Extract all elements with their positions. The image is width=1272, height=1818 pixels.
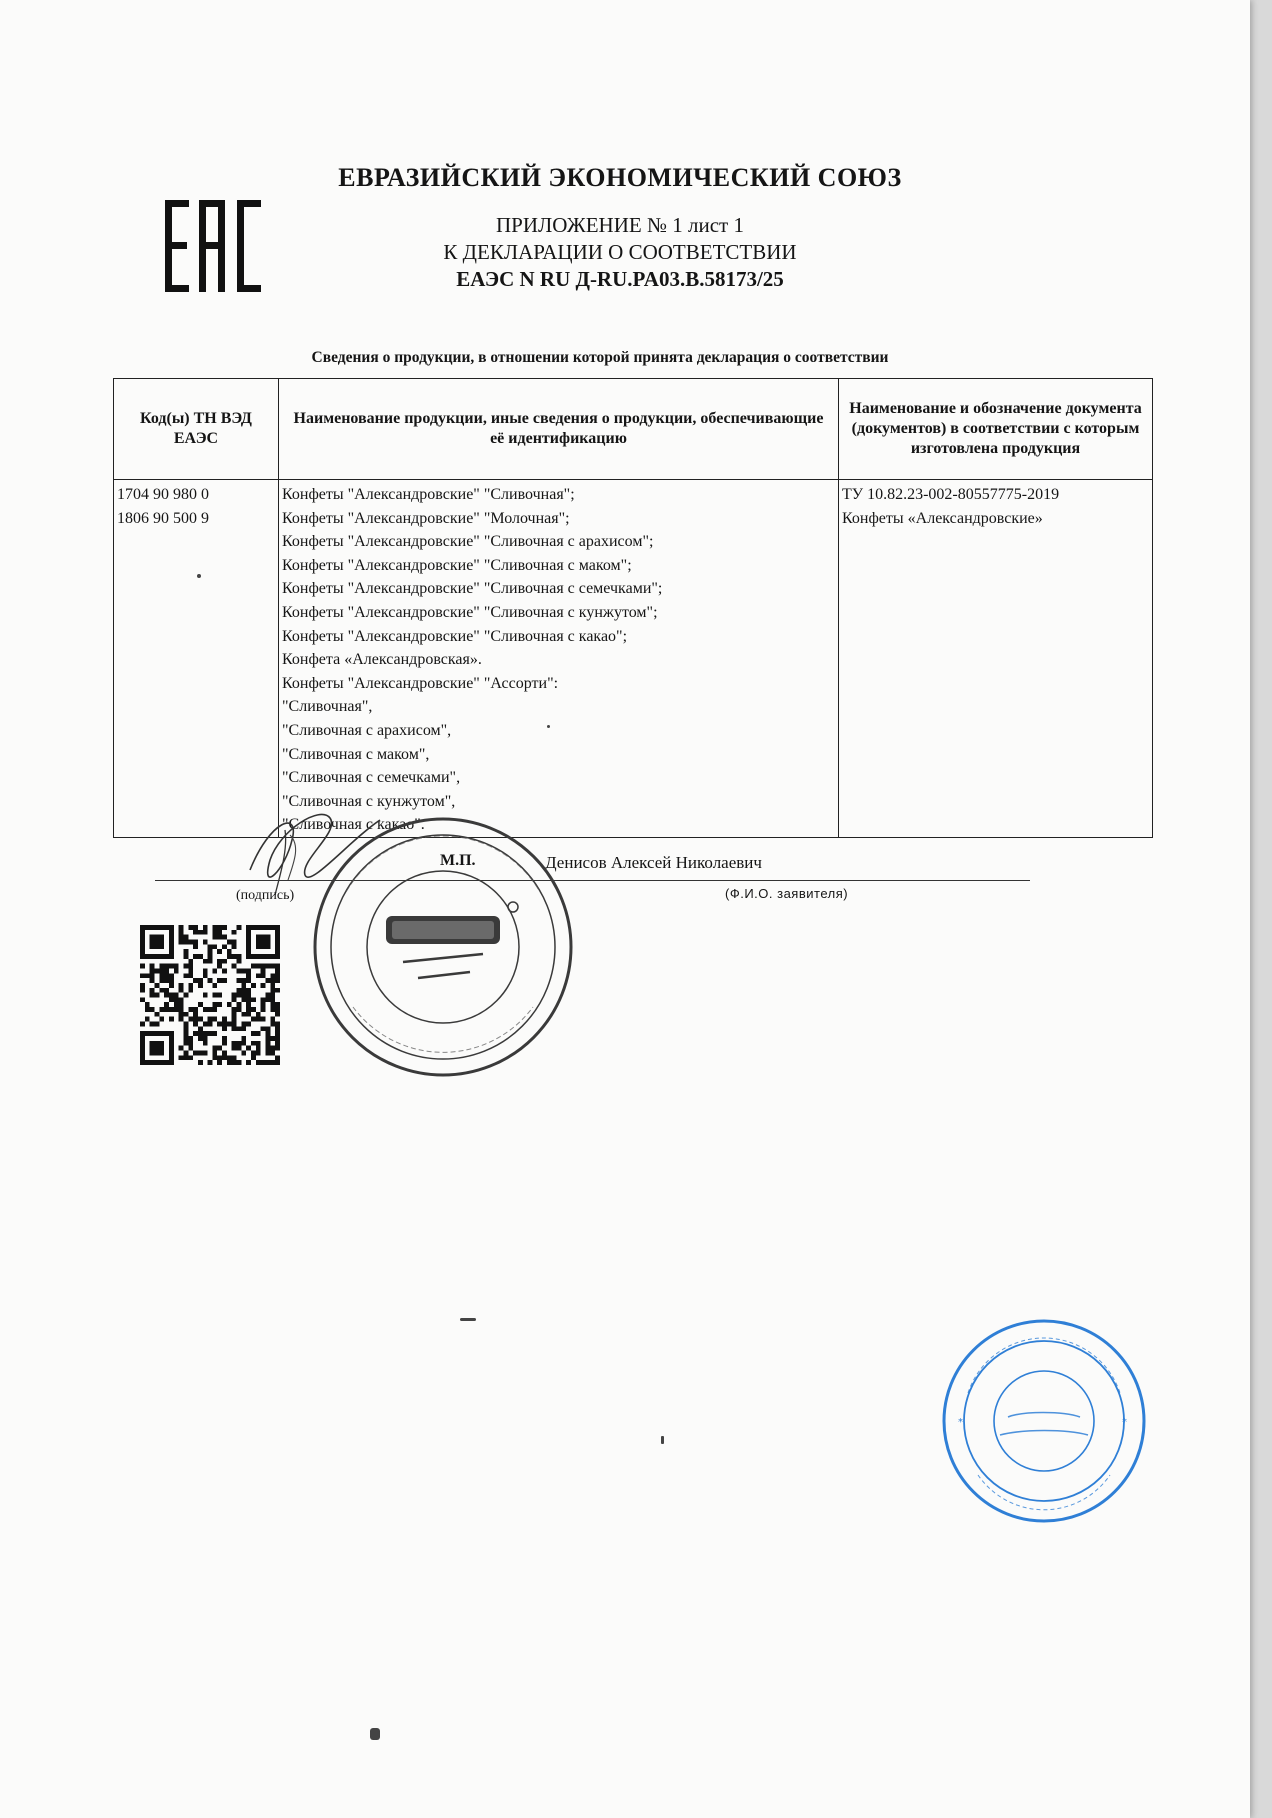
seal-place-label: М.П. (440, 852, 476, 869)
scan-speck (460, 1318, 476, 1321)
product-item: Конфета «Александровская». (282, 651, 482, 669)
scan-speck (547, 725, 550, 728)
declaration-number: ЕАЭС N RU Д-RU.PA03.B.58173/25 (456, 267, 784, 291)
appendix-line: ПРИЛОЖЕНИЕ № 1 лист 1 (496, 213, 744, 237)
company-round-stamp (308, 812, 578, 1082)
qr-code (140, 925, 280, 1065)
signature-label: (подпись) (236, 888, 295, 903)
documents-cell (839, 480, 1153, 838)
product-item: "Сливочная с маком", (282, 745, 430, 763)
product-item: Конфеты "Александровские" "Сливочная с арахисом"; (282, 533, 654, 551)
signature-line (155, 880, 1030, 881)
product-table (113, 378, 1153, 838)
svg-text:*: * (958, 1417, 963, 1428)
products-cell (279, 480, 839, 838)
code-item: 1704 90 980 0 (117, 486, 209, 503)
product-item: "Сливочная", (282, 698, 373, 716)
fio-label: (Ф.И.О. заявителя) (725, 886, 849, 901)
header-document: Наименование и обозначение документа (документов) в соответствии с которым изготовлена продукция (839, 379, 1153, 480)
union-title: ЕВРАЗИЙСКИЙ ЭКОНОМИЧЕСКИЙ СОЮЗ (338, 163, 902, 192)
product-item: "Сливочная с кунжутом", (282, 792, 456, 810)
table-row (114, 480, 1153, 838)
signer-name: Денисов Алексей Николаевич (545, 853, 762, 872)
product-item: "Сливочная с какао". (282, 816, 425, 834)
table-header-row (114, 379, 1153, 480)
product-item: Конфеты "Александровские" "Сливочная с кунжутом"; (282, 603, 658, 621)
svg-text:*: * (1122, 1417, 1127, 1428)
product-item: Конфеты "Александровские" "Сливочная с маком"; (282, 556, 632, 574)
table-subtitle: Сведения о продукции, в отношении которой принята декларация о соответствии (311, 349, 889, 366)
header-product-name: Наименование продукции, иные сведения о продукции, обеспечивающие её идентификацию (279, 379, 839, 480)
declaration-line: К ДЕКЛАРАЦИИ О СООТВЕТСТВИИ (443, 240, 797, 264)
code-item: 1806 90 500 9 (117, 509, 209, 527)
product-item: Конфеты "Александровские" "Сливочная с какао"; (282, 627, 628, 645)
appendix-heading (300, 212, 940, 293)
scan-speck (661, 1436, 664, 1444)
document-item: Конфеты «Александровские» (842, 509, 1043, 527)
document-item: ТУ 10.82.23-002-80557775-2019 (842, 486, 1060, 503)
scan-speck (197, 574, 201, 578)
eac-logo (165, 200, 261, 292)
scan-speck (370, 1728, 380, 1740)
codes-cell (114, 480, 279, 838)
certificates-round-stamp (938, 1315, 1150, 1527)
product-item: "Сливочная с арахисом", (282, 721, 452, 739)
product-item: Конфеты "Александровские" "Молочная"; (282, 509, 570, 527)
product-item: Конфеты "Александровские" "Сливочная"; (282, 486, 575, 503)
product-item: Конфеты "Александровские" "Сливочная с семечками"; (282, 580, 663, 598)
product-item: Конфеты "Александровские" "Ассорти": (282, 674, 559, 692)
header-codes: Код(ы) ТН ВЭД ЕАЭС (114, 379, 279, 480)
product-item: "Сливочная с семечками", (282, 769, 461, 787)
